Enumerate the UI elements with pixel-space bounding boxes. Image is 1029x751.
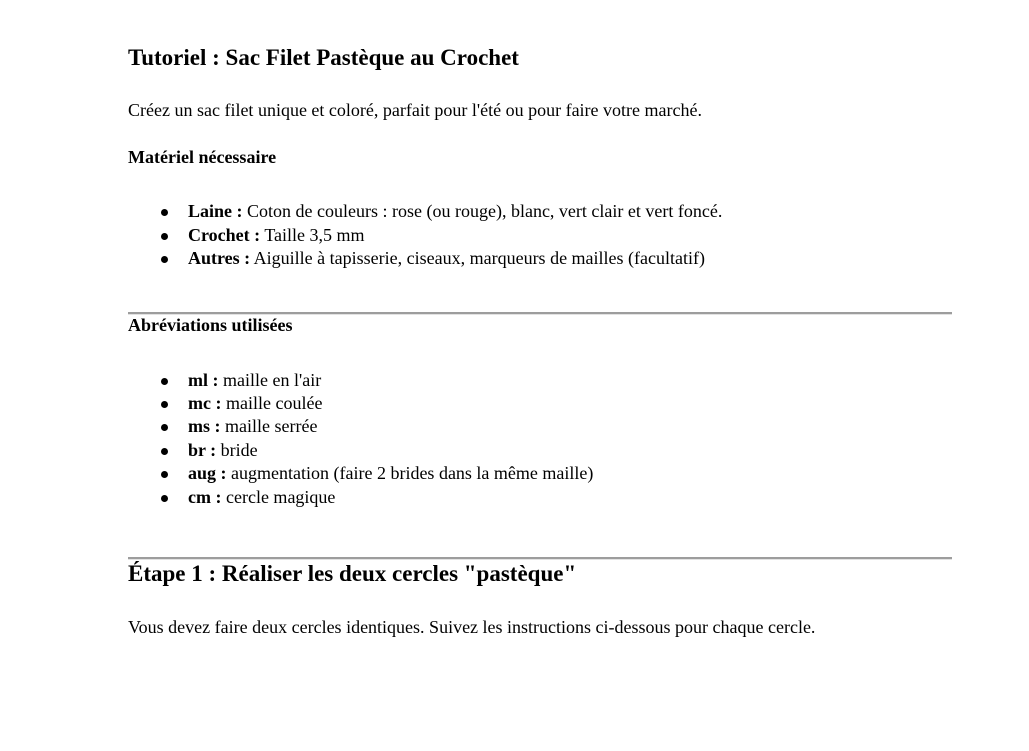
list-item-desc: Coton de couleurs : rose (ou rouge), blanc, vert clair et vert foncé. (242, 201, 723, 222)
list-item-term: ms : (188, 416, 221, 437)
list-item (128, 224, 918, 247)
step1-paragraph: Vous devez faire deux cercles identiques. Suivez les instructions ci-dessous pour chaque cercle. (128, 616, 816, 637)
list-item (128, 486, 918, 509)
list-item-desc: maille coulée (221, 393, 323, 414)
document-content (128, 44, 952, 639)
abbreviations-list (128, 369, 918, 509)
list-item-term: cm : (188, 486, 222, 507)
list-item (128, 392, 918, 415)
list-item-term: Autres : (188, 248, 251, 268)
list-item-term: br : (188, 439, 217, 460)
list-item-term: ml : (188, 369, 219, 390)
materials-list (128, 200, 918, 270)
list-item-term: Crochet : (188, 224, 261, 245)
list-item (128, 200, 918, 223)
document-title: Tutoriel : Sac Filet Pastèque au Crochet (128, 45, 519, 70)
list-item (128, 462, 918, 485)
materials-heading: Matériel nécessaire (128, 146, 277, 167)
list-item (128, 247, 918, 270)
abbreviations-heading: Abréviations utilisées (128, 315, 293, 336)
list-item (128, 415, 918, 438)
list-item-desc: Aiguille à tapisserie, ciseaux, marqueurs de mailles (facultatif) (250, 248, 705, 268)
list-item-term: aug : (188, 463, 227, 484)
list-item-desc: augmentation (faire 2 brides dans la même maille) (226, 463, 594, 484)
list-item-term: Laine : (188, 201, 243, 222)
list-item-desc: cercle magique (221, 486, 336, 507)
list-item-desc: Taille 3,5 mm (260, 224, 365, 245)
step1-heading: Étape 1 : Réaliser les deux cercles "pastèque" (128, 560, 577, 586)
list-item-term: mc : (188, 393, 222, 414)
list-item-desc: maille serrée (220, 416, 318, 437)
list-item (128, 439, 918, 462)
list-item (128, 369, 918, 392)
intro-paragraph: Créez un sac filet unique et coloré, parfait pour l'été ou pour faire votre marché. (128, 99, 702, 120)
list-item-desc: maille en l'air (218, 369, 322, 390)
list-item-desc: bride (216, 439, 258, 460)
